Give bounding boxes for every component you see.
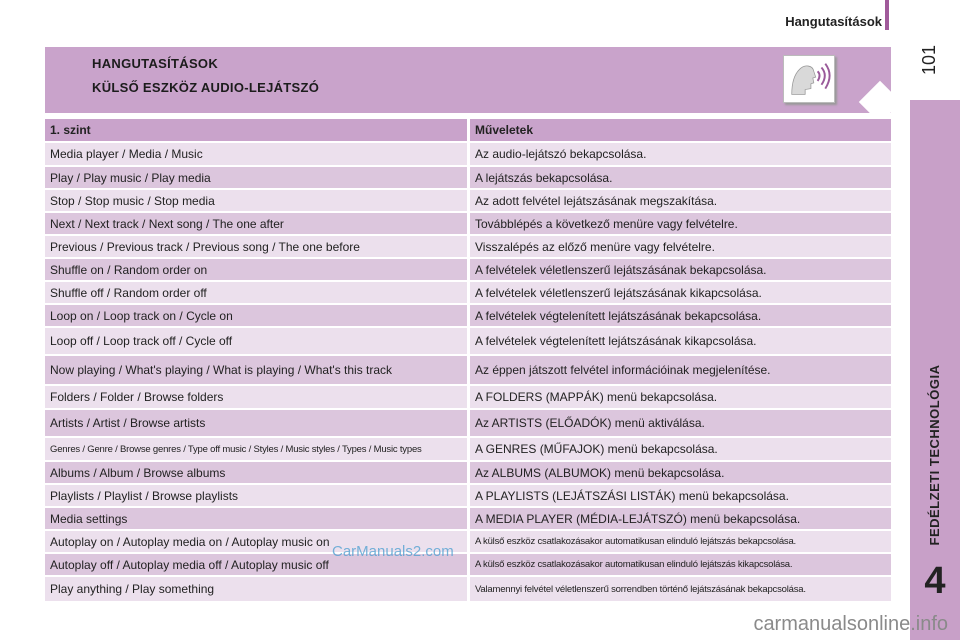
- command-cell: Loop off / Loop track off / Cycle off: [45, 328, 467, 354]
- command-cell: Previous / Previous track / Previous song / The one before: [45, 236, 467, 257]
- action-cell: A GENRES (MŰFAJOK) menü bekapcsolása.: [467, 438, 891, 460]
- voice-command-icon: [783, 55, 835, 103]
- command-cell: Shuffle on / Random order on: [45, 259, 467, 280]
- command-cell: Autoplay on / Autoplay media on / Autoplay music on: [45, 531, 467, 552]
- action-cell: Továbblépés a következő menüre vagy felvételre.: [467, 213, 891, 234]
- action-cell: A felvételek véletlenszerű lejátszásának kikapcsolása.: [467, 282, 891, 303]
- action-cell: A felvételek végtelenített lejátszásának kikapcsolása.: [467, 328, 891, 354]
- action-cell: A PLAYLISTS (LEJÁTSZÁSI LISTÁK) menü bekapcsolása.: [467, 485, 891, 506]
- table-row: [45, 213, 891, 234]
- command-cell: Artists / Artist / Browse artists: [45, 410, 467, 436]
- watermark-carmanuals2: CarManuals2.com: [332, 543, 454, 560]
- table-row: [45, 259, 891, 280]
- table-row: [45, 305, 891, 326]
- action-cell: Az ARTISTS (ELŐADÓK) menü aktiválása.: [467, 410, 891, 436]
- table-row: [45, 508, 891, 529]
- table-row: [45, 531, 891, 552]
- section-title: HANGUTASÍTÁSOK: [92, 56, 219, 71]
- command-cell: Next / Next track / Next song / The one after: [45, 213, 467, 234]
- table-row: [45, 438, 891, 460]
- command-cell: Autoplay off / Autoplay media off / Autoplay music off: [45, 554, 467, 575]
- action-cell: Visszalépés az előző menüre vagy felvételre.: [467, 236, 891, 257]
- watermark-carmanualsonline: carmanualsonline.info: [753, 613, 948, 635]
- table-row: [45, 143, 891, 165]
- command-cell: Loop on / Loop track on / Cycle on: [45, 305, 467, 326]
- action-cell: Az adott felvétel lejátszásának megszakítása.: [467, 190, 891, 211]
- page-number: 101: [919, 44, 939, 76]
- action-cell: A külső eszköz csatlakozásakor automatikusan elinduló lejátszás kikapcsolása.: [467, 554, 891, 575]
- command-cell: Genres / Genre / Browse genres / Type off music / Styles / Music styles / Types / Music types: [45, 438, 467, 460]
- command-cell: Play / Play music / Play media: [45, 167, 467, 188]
- table-header-row: [45, 119, 891, 141]
- command-cell: Media player / Media / Music: [45, 143, 467, 165]
- command-cell: Shuffle off / Random order off: [45, 282, 467, 303]
- action-cell: Az ALBUMS (ALBUMOK) menü bekapcsolása.: [467, 462, 891, 483]
- command-cell: Folders / Folder / Browse folders: [45, 386, 467, 408]
- chapter-number: 4: [924, 560, 946, 602]
- table-row: [45, 328, 891, 354]
- table-row: [45, 167, 891, 188]
- action-cell: A lejátszás bekapcsolása.: [467, 167, 891, 188]
- action-cell: A felvételek végtelenített lejátszásának bekapcsolása.: [467, 305, 891, 326]
- command-cell: Play anything / Play something: [45, 577, 467, 601]
- table-row: [45, 485, 891, 506]
- table-row: [45, 236, 891, 257]
- column-header-actions: Műveletek: [467, 119, 891, 141]
- table-row: [45, 356, 891, 384]
- action-cell: Valamennyi felvétel véletlenszerű sorrendben történő lejátszásának bekapcsolása.: [467, 577, 891, 601]
- table-row: [45, 462, 891, 483]
- action-cell: Az éppen játszott felvétel információinak megjelenítése.: [467, 356, 891, 384]
- command-cell: Media settings: [45, 508, 467, 529]
- voice-command-icon-graphic: [784, 56, 834, 102]
- header-accent-bar: [885, 0, 889, 30]
- action-cell: A felvételek véletlenszerű lejátszásának bekapcsolása.: [467, 259, 891, 280]
- table-row: [45, 577, 891, 601]
- table-row: [45, 386, 891, 408]
- command-cell: Playlists / Playlist / Browse playlists: [45, 485, 467, 506]
- column-header-level: 1. szint: [45, 119, 467, 141]
- command-cell: Stop / Stop music / Stop media: [45, 190, 467, 211]
- table-row: [45, 410, 891, 436]
- table-row: [45, 282, 891, 303]
- chapter-label: FEDÉLZETI TECHNOLÓGIA: [927, 364, 942, 546]
- page-header-title: Hangutasítások: [785, 14, 882, 29]
- command-cell: Now playing / What's playing / What is playing / What's this track: [45, 356, 467, 384]
- action-cell: A FOLDERS (MAPPÁK) menü bekapcsolása.: [467, 386, 891, 408]
- command-cell: Albums / Album / Browse albums: [45, 462, 467, 483]
- action-cell: A külső eszköz csatlakozásakor automatikusan elinduló lejátszás bekapcsolása.: [467, 531, 891, 552]
- action-cell: Az audio-lejátszó bekapcsolása.: [467, 143, 891, 165]
- section-subtitle: KÜLSŐ ESZKÖZ AUDIO-LEJÁTSZÓ: [92, 80, 320, 95]
- table-row: [45, 190, 891, 211]
- action-cell: A MEDIA PLAYER (MÉDIA-LEJÁTSZÓ) menü bekapcsolása.: [467, 508, 891, 529]
- voice-commands-table: [45, 117, 891, 603]
- table-row: [45, 554, 891, 575]
